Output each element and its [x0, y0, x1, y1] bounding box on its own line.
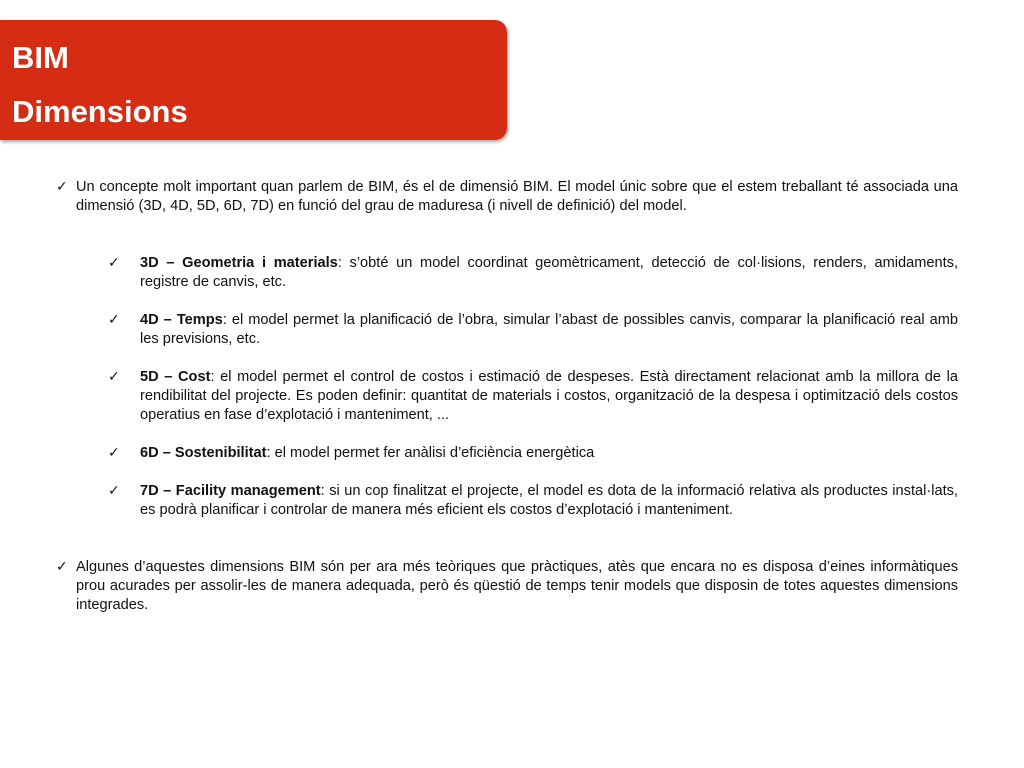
dimension-3d-term: 3D – Geometria i materials [140, 255, 338, 271]
title-banner [0, 20, 507, 140]
intro-text: Un concepte molt important quan parlem de BIM, és el de dimensió BIM. El model únic sobre que el estem treballant té associada una dimensió (3D, 4D, 5D, 6D, 7D) en funció del grau de maduresa (i nivell de definició) del model. [76, 179, 958, 214]
check-mark-icon: ✓ [108, 312, 120, 328]
dimension-7d-desc: : si un cop finalitzat el projecte, el model es dota de la informació relativa als productes instal·lats, es podrà planificar i controlar de manera més eficient els costos d’explotació i manteniment. [140, 483, 958, 518]
content-body [56, 178, 958, 615]
dimension-5d-term: 5D – Cost [140, 369, 211, 385]
title-line-dimensions: Dimensions [12, 94, 188, 129]
dimension-4d-term: 4D – Temps [140, 312, 223, 328]
dimension-6d [56, 444, 958, 463]
dimension-4d [56, 311, 958, 349]
dimension-3d [56, 254, 958, 292]
dimension-5d [56, 368, 958, 425]
dimension-4d-desc: : el model permet la planificació de l’obra, simular l’abast de possibles canvis, comparar la planificació real amb les previsions, etc. [140, 312, 958, 347]
title-line-bim: BIM [12, 40, 69, 75]
check-mark-icon: ✓ [108, 369, 120, 385]
dimension-7d [56, 482, 958, 520]
intro-bullet [56, 178, 958, 216]
dimension-7d-term: 7D – Facility management [140, 483, 321, 499]
outro-text: Algunes d’aquestes dimensions BIM són per ara més teòriques que pràctiques, atès que encara no es disposa d’eines informàtiques prou acurades per assolir-les de manera adequada, però és qüestió de temps tenir models que disposin de totes aquestes dimensions integrades. [76, 559, 958, 613]
dimension-5d-desc: : el model permet el control de costos i estimació de despeses. Està directament relacionat amb la millora de la rendibilitat del projecte. Es poden definir: quantitat de materials i costos, organització de la despesa i optimització dels costos operatius en fase d’explotació i manteniment, ... [140, 369, 958, 423]
check-mark-icon: ✓ [56, 559, 68, 575]
dimension-6d-term: 6D – Sostenibilitat [140, 445, 267, 461]
check-mark-icon: ✓ [108, 445, 120, 461]
outro-bullet [56, 558, 958, 615]
check-mark-icon: ✓ [108, 483, 120, 499]
check-mark-icon: ✓ [108, 255, 120, 271]
check-mark-icon: ✓ [56, 179, 68, 195]
dimension-6d-desc: : el model permet fer anàlisi d’eficiència energètica [266, 445, 595, 461]
dimension-3d-desc: : s’obté un model coordinat geomètricament, detecció de col·lisions, renders, amidaments, registre de canvis, etc. [140, 255, 958, 290]
